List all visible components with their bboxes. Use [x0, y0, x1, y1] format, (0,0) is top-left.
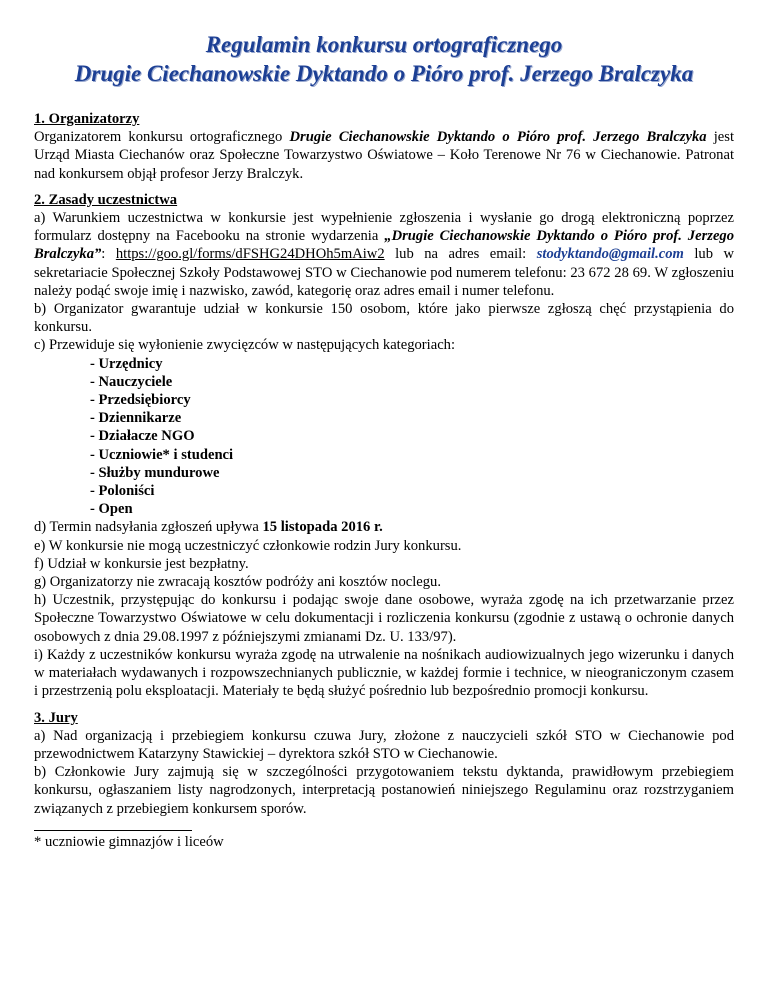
section-heading-jury: 3. Jury [34, 709, 78, 726]
deadline-date: 15 listopada 2016 r. [262, 519, 383, 536]
category-item: - Działacze NGO [90, 428, 195, 445]
title-line-1: Regulamin konkursu ortograficznego [205, 32, 563, 57]
section-heading-organizers: 1. Organizatorzy [34, 111, 140, 127]
rule-a [34, 209, 734, 300]
category-item: - Urzędnicy [90, 355, 163, 372]
organizers-text-1: Organizatorem konkursu ortograficznego [34, 129, 290, 146]
rule-a-text-4: lub w sekretariacie Społecznej Szkoły Podstawowej STO w Ciechanowie pod numerem telefonu: 23 672 28 69. W zgłoszeniu należy podąć swoje imię i nazwisko, zawód, kategorię oraz adres email i numer telefonu. [34, 246, 735, 299]
category-item: - Nauczyciele [90, 373, 173, 390]
form-link[interactable]: https://goo.gl/forms/dFSHG24DHOh5mAiw2 [115, 246, 385, 263]
rule-g: g) Organizatorzy nie zwracają kosztów podróży ani kosztów noclegu. [34, 574, 441, 591]
email-link[interactable]: stodyktando@gmail.com [536, 246, 684, 263]
category-item: - Uczniowie* i studenci [90, 446, 234, 463]
rule-i: i) Każdy z uczestników konkursu wyraża zgodę na utrwalenie na nośnikach audiowizualnych jego wizerunku i danych w materiałach wydawanych i rozpowszechnianych publicznie, w każdej formie i technice, w nieograniczonym czasem i przestrzenią polu eksploatacji. Materiały te będą służyć pośrednio lub bezpośrednio promocji konkursu. [34, 646, 734, 700]
rule-f: f) Udział w konkursie jest bezpłatny. [34, 555, 249, 572]
footnote-divider [34, 830, 192, 831]
rule-h: h) Uczestnik, przystępując do konkursu i podając swoje dane osobowe, wyraża zgodę na ich przetwarzanie przez Społeczne Towarzystwo Oświatowe w celu dokumentacji i rozliczenia konkursu (zgodnie z ustawą o ochronie danych osobowych z dnia 29.08.1997 z późniejszymi zmianami Dz. U. 133/97). [34, 592, 734, 645]
section-heading-participation: 2. Zasady uczestnictwa [34, 191, 178, 208]
rule-e: e) W konkursie nie mogą uczestniczyć członkowie rodzin Jury konkursu. [34, 537, 462, 554]
organizers-paragraph [34, 128, 734, 183]
category-item: - Open [90, 501, 133, 518]
organizers-text-2: jest Urząd Miasta Ciechanów oraz Społeczne Towarzystwo Oświatowe – Koło Terenowe Nr 76 w Ciechanowie. Patronat nad konkursem objął profesor Jerzy Bralczyk. [34, 129, 734, 182]
footnote: * uczniowie gimnazjów i liceów [34, 833, 224, 850]
document-title [34, 30, 734, 88]
category-item: - Poloniści [90, 483, 155, 500]
section-jury [34, 709, 734, 818]
jury-rule-a: a) Nad organizacją i przebiegiem konkursu czuwa Jury, złożone z nauczycieli szkół STO w Ciechanowie pod przewodnictwem Katarzyny Stawickiej – dyrektora szkół STO w Ciechanowie. [34, 727, 734, 762]
rule-a-text-3: lub na adres email: [384, 246, 537, 263]
category-item: - Służby mundurowe [90, 464, 220, 481]
rule-c: c) Przewiduje się wyłonienie zwycięzców w następujących kategoriach: [34, 337, 456, 354]
contest-name: Drugie Ciechanowskie Dyktando o Pióro prof. Jerzego Bralczyka [289, 129, 707, 146]
section-organizers [34, 110, 734, 183]
rule-a-text-2: : [101, 246, 116, 263]
jury-rule-b: b) Członkowie Jury zajmują się w szczególności przygotowaniem tekstu dyktanda, prawidłowym przebiegiem konkursu, ogłaszaniem listy nagrodzonych, interpretacją postanowień niniejszego Regulaminu oraz rozstrzyganiem związanych z przebiegiem konkursem sporów. [34, 764, 734, 817]
rule-d [34, 518, 734, 536]
rule-d-text: d) Termin nadsyłania zgłoszeń upływa [34, 519, 263, 536]
event-name: „Drugie Ciechanowskie Dyktando o Pióro prof. Jerzego Bralczyka” [34, 228, 735, 263]
section-participation [34, 191, 734, 701]
category-list [34, 355, 734, 519]
title-line-2: Drugie Ciechanowskie Dyktando o Pióro prof. Jerzego Bralczyka [74, 61, 694, 86]
category-item: - Dziennikarze [90, 410, 182, 427]
category-item: - Przedsiębiorcy [90, 392, 191, 409]
rule-a-text-1: a) Warunkiem uczestnictwa w konkursie jest wypełnienie zgłoszenia i wysłanie go drogą elektroniczną poprzez formularz dostępny na Facebooku na stronie wydarzenia [34, 210, 734, 245]
rule-b: b) Organizator gwarantuje udział w konkursie 150 osobom, które jako pierwsze zgłoszą chęć przystąpienia do konkursu. [34, 301, 734, 336]
